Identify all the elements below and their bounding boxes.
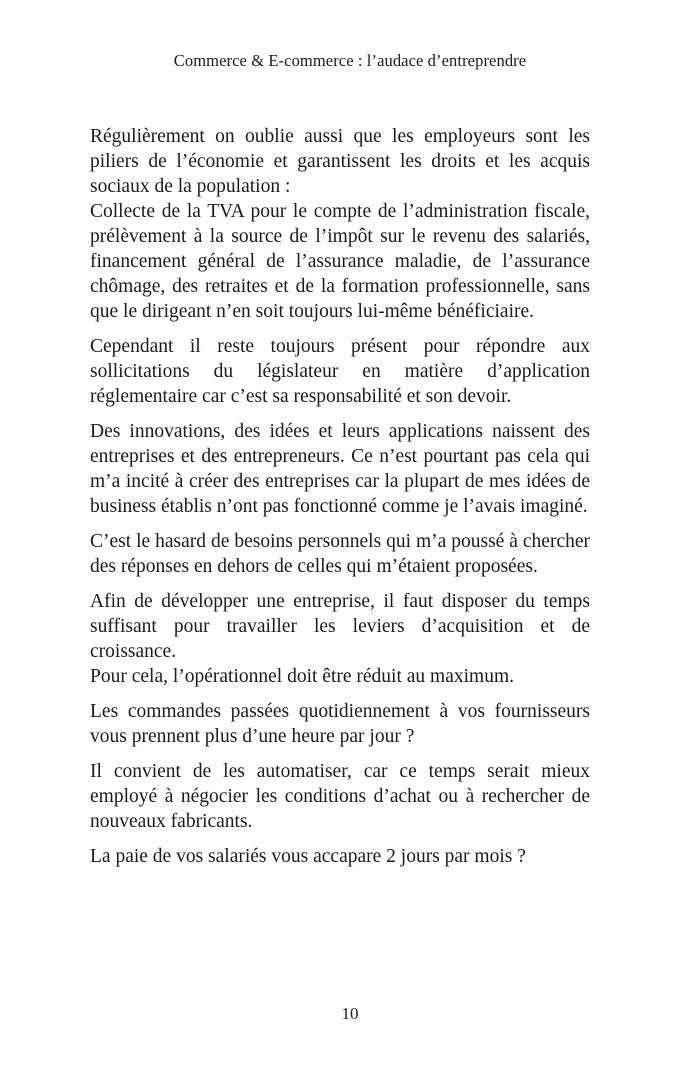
running-header: Commerce & E-commerce : l’audace d’entreprendre: [173, 51, 527, 70]
paragraph-employers-pillars: Régulièrement on oublie aussi que les employeurs sont les piliers de l’économie et garantissent les droits et les acquis sociaux de la population :: [90, 126, 590, 197]
page-body: [90, 124, 590, 879]
paragraph-operational: Pour cela, l’opérationnel doit être réduit au maximum.: [90, 666, 514, 687]
paragraph-innovations: Des innovations, des idées et leurs applications naissent des entreprises et des entrepreneurs. Ce n’est pourtant pas cela qui m’a incité à créer des entreprises car la plupart de mes idées de business établis n’ont pas fonctionné comme je l’avais imaginé.: [90, 421, 590, 517]
paragraph-develop-business: Afin de développer une entreprise, il faut disposer du temps suffisant pour travailler les leviers d’acquisition et de croissance.: [90, 591, 590, 662]
paragraph-legislator: Cependant il reste toujours présent pour répondre aux sollicitations du législateur en matière d’application réglementaire car c’est sa responsabilité et son devoir.: [90, 336, 590, 407]
paragraph-tax-collection: Collecte de la TVA pour le compte de l’administration fiscale, prélèvement à la source de l’impôt sur le revenu des salariés, financement général de l’assurance maladie, de l’assurance chômage, des retraites et de la formation professionnelle, sans que le dirigeant n’en soit toujours lui-même bénéficiaire.: [90, 201, 590, 322]
paragraph-personal-needs: C’est le hasard de besoins personnels qui m’a poussé à chercher des réponses en dehors de celles qui m’étaient proposées.: [90, 531, 590, 577]
page-number: 10: [341, 1004, 359, 1023]
paragraph-supplier-orders: Les commandes passées quotidiennement à vos fournisseurs vous prennent plus d’une heure par jour ?: [90, 701, 590, 747]
paragraph-automate: Il convient de les automatiser, car ce temps serait mieux employé à négocier les conditions d’achat ou à rechercher de nouveaux fabricants.: [90, 761, 590, 832]
paragraph-payroll: La paie de vos salariés vous accapare 2 jours par mois ?: [90, 846, 526, 867]
